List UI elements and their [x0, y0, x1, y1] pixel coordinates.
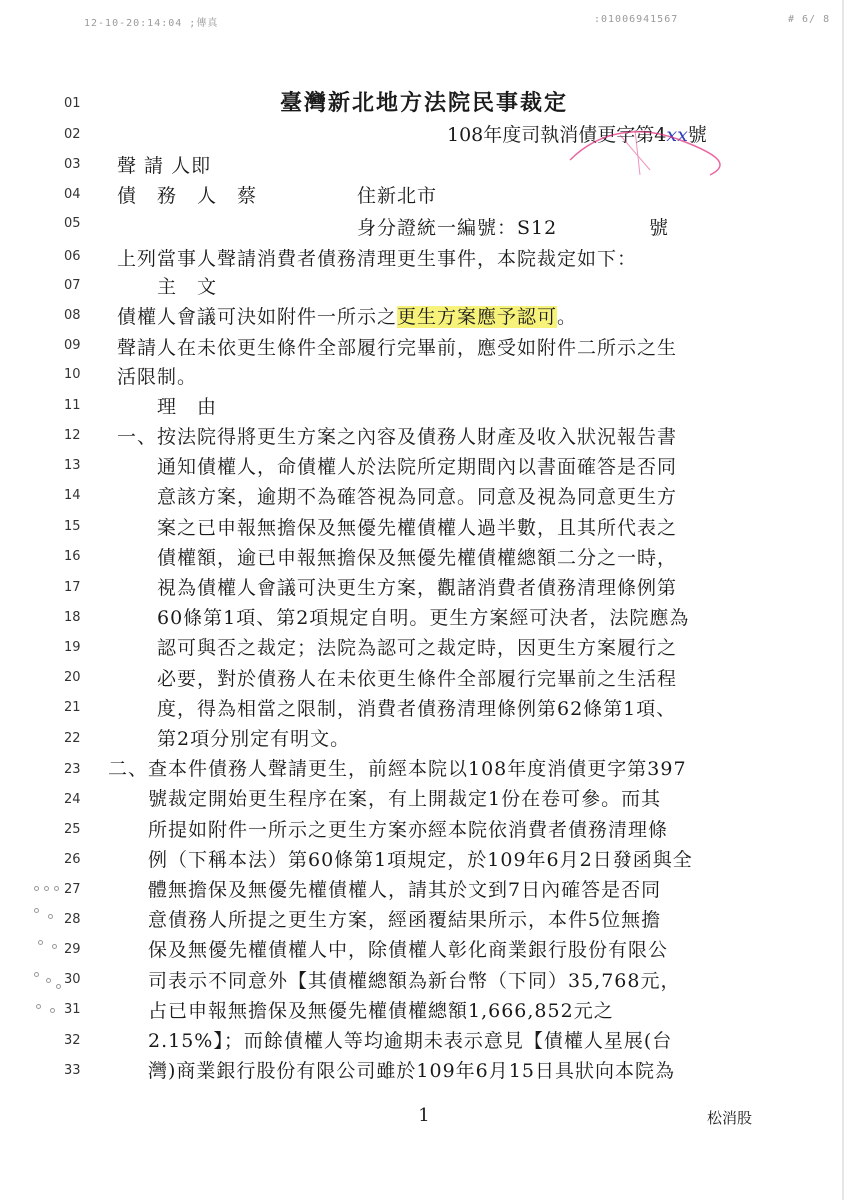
line-number: 27: [64, 882, 81, 897]
reason-line: 一、按法院得將更生方案之內容及債務人財產及收入狀況報告書: [117, 426, 678, 448]
line-number: 05: [64, 216, 81, 231]
line-number: 03: [64, 157, 81, 172]
reason-line: 二、查本件債務人聲請更生，前經本院以108年度消債更字第397: [108, 758, 687, 780]
reason-line: 司表示不同意外【其債權總額為新台幣（下同）35,768元，: [108, 970, 681, 992]
reason-line: 認可與否之裁定；法院為認可之裁定時，因更生方案履行之: [117, 637, 678, 659]
line-number: 22: [64, 731, 81, 746]
department-label: 松消股: [707, 1109, 753, 1127]
line-number: 16: [64, 549, 81, 564]
line-number: 17: [64, 580, 81, 595]
line-number: 15: [64, 519, 81, 534]
line-number: 07: [64, 278, 81, 293]
main-text-pre: 債權人會議可決如附件一所示之: [117, 306, 398, 328]
reason-line: 保及無優先權債權人中，除債權人彰化商業銀行股份有限公: [108, 939, 669, 961]
line-number: 33: [64, 1063, 81, 1078]
reason-line: 60條第1項、第2項規定自明。更生方案經可決者，法院應為: [117, 607, 690, 629]
main-text-line-3: 活限制。: [117, 366, 198, 388]
reason-line: 意該方案，逾期不為確答視為同意。同意及視為同意更生方: [117, 486, 678, 508]
intro-line: 上列當事人聲請消費者債務清理更生事件，本院裁定如下：: [117, 248, 638, 270]
line-number: 30: [64, 972, 81, 987]
binding-holes: [30, 880, 80, 1020]
fax-header-page: # 6/ 8: [788, 14, 831, 25]
line-number: 01: [64, 96, 81, 111]
line-number: 02: [64, 127, 81, 142]
line-number: 32: [64, 1033, 81, 1048]
reason-line: 所提如附件一所示之更生方案亦經本院依消費者債務清理條: [108, 819, 669, 841]
line-number: 19: [64, 640, 81, 655]
fax-header-number: :01006941567: [594, 14, 679, 25]
reason-line: 必要，對於債務人在未依更生條件全部履行完畢前之生活程: [117, 668, 678, 690]
line-number: 31: [64, 1002, 81, 1017]
debtor-id-suffix: 號: [649, 217, 670, 239]
line-number: 18: [64, 610, 81, 625]
line-number: 12: [64, 428, 81, 443]
case-number-prefix: 108年度司執消債更字第4: [447, 124, 667, 146]
debtor-label: 債 務 人 蔡: [117, 185, 258, 207]
line-number: 20: [64, 670, 81, 685]
line-number: 23: [64, 762, 81, 777]
fax-header-left: 12-10-20:14:04 ;傳真: [84, 18, 219, 29]
applicant-label: 聲 請 人即: [117, 155, 212, 177]
line-number: 11: [64, 398, 81, 413]
main-text-highlight: 更生方案應予認可: [397, 306, 558, 328]
debtor-id: 身分證統一編號：S12: [357, 217, 558, 239]
line-number: 21: [64, 700, 81, 715]
page-number: 1: [418, 1105, 430, 1126]
main-text-line-1: [117, 302, 577, 329]
line-number: 10: [64, 367, 81, 382]
reason-line: 例（下稱本法）第60條第1項規定，於109年6月2日發函與全: [108, 849, 693, 871]
case-number-handwritten: xx: [666, 124, 688, 146]
reason-line: 案之已申報無擔保及無優先權債權人過半數，且其所代表之: [117, 517, 678, 539]
scan-edge: [842, 0, 844, 1200]
reason-line: 意債務人所提之更生方案，經函覆結果所示，本件5位無擔: [108, 909, 662, 931]
pink-stamp-scribble: [560, 120, 740, 180]
case-number-suffix: 號: [687, 124, 707, 146]
line-number: 08: [64, 308, 81, 323]
main-text-line-2: 聲請人在未依更生條件全部履行完畢前，應受如附件二所示之生: [117, 337, 678, 359]
main-text-post: 。: [557, 306, 578, 328]
reason-line: 債權額，逾已申報無擔保及無優先權債權總額二分之一時，: [117, 547, 678, 569]
line-number: 06: [64, 249, 81, 264]
debtor-address: 住新北市: [357, 185, 438, 207]
line-number: 29: [64, 942, 81, 957]
reason-line: 視為債權人會議可決更生方案，觀諸消費者債務清理條例第: [117, 577, 678, 599]
reason-line: 第2項分別定有明文。: [117, 728, 351, 750]
reason-heading: 理 由: [157, 396, 218, 418]
line-number: 25: [64, 822, 81, 837]
line-number: 26: [64, 852, 81, 867]
reason-line: 號裁定開始更生程序在案，有上開裁定1份在卷可參。而其: [108, 788, 662, 810]
reason-line: 灣)商業銀行股份有限公司雖於109年6月15日具狀向本院為: [108, 1060, 675, 1082]
reason-line: 2.15%】；而餘債權人等均逾期未表示意見【債權人星展(台: [108, 1030, 673, 1052]
line-number: 14: [64, 488, 81, 503]
line-number: 04: [64, 187, 81, 202]
reason-line: 體無擔保及無優先權債權人，請其於文到7日內確答是否同: [108, 879, 662, 901]
line-number: 09: [64, 338, 81, 353]
line-number: 28: [64, 912, 81, 927]
reason-line: 度，得為相當之限制，消費者債務清理條例第62條第1項、: [117, 698, 677, 720]
reason-line: 通知債權人，命債權人於法院所定期間內以書面確答是否同: [117, 456, 678, 478]
reason-line: 占已申報無擔保及無優先權債權總額1,666,852元之: [108, 1000, 614, 1022]
main-heading: 主 文: [157, 276, 218, 298]
line-number: 24: [64, 792, 81, 807]
document-title: 臺灣新北地方法院民事裁定: [279, 90, 568, 116]
line-number: 13: [64, 458, 81, 473]
